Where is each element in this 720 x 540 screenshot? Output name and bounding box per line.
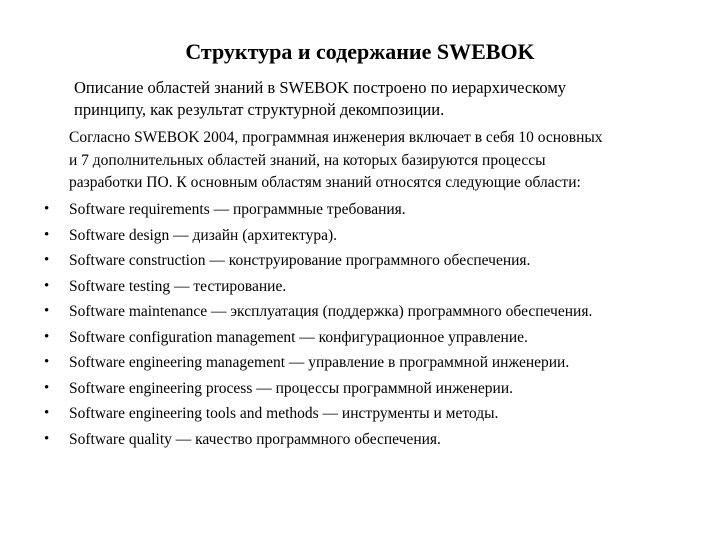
- bullet-icon: •: [44, 303, 50, 319]
- list-item: [44, 325, 704, 351]
- bullet-icon: •: [44, 277, 50, 294]
- lead-line: разработки ПО. К основным областям знаний относятся следующие области:: [69, 174, 581, 191]
- bullet-icon: •: [44, 252, 50, 268]
- lead-line: и 7 дополнительных областей знаний, на которых базируются процессы: [69, 151, 546, 169]
- list-item-text: Software engineering tools and methods — инструменты и методы.: [69, 405, 499, 422]
- slide-title: Структура и содержание SWEBOK: [185, 39, 535, 64]
- list-item: [44, 223, 704, 249]
- list-item: [44, 299, 704, 325]
- bullet-icon: •: [44, 328, 50, 345]
- list-item: [44, 401, 704, 427]
- lead-line: Согласно SWEBOK 2004, программная инженерия включает в себя 10 основных: [69, 129, 603, 146]
- bullet-icon: •: [44, 201, 50, 217]
- intro-line: принципу, как результат структурной декомпозиции.: [74, 100, 445, 119]
- list-item: [44, 274, 704, 300]
- intro-line: Описание областей знаний в SWEBOK построено по иерархическому: [74, 78, 567, 97]
- intro-paragraph: [74, 77, 674, 121]
- knowledge-areas-list: [44, 197, 704, 452]
- list-item-text: Software engineering management — управление в программной инженерии.: [69, 354, 570, 371]
- list-item-text: Software testing — тестирование.: [69, 277, 287, 295]
- list-item-text: Software construction — конструирование программного обеспечения.: [69, 252, 531, 269]
- bullet-icon: •: [44, 226, 50, 243]
- list-item: [44, 427, 704, 453]
- list-item: [44, 248, 704, 274]
- lead-paragraph: [69, 127, 699, 195]
- bullet-icon: •: [44, 379, 50, 396]
- bullet-icon: •: [44, 430, 50, 447]
- bullet-icon: •: [44, 354, 50, 370]
- list-item-text: Software design — дизайн (архитектура).: [69, 226, 337, 244]
- bullet-icon: •: [44, 405, 50, 421]
- list-item-text: Software maintenance — эксплуатация (поддержка) программного обеспечения.: [69, 303, 593, 320]
- list-item-text: Software requirements — программные требования.: [69, 201, 406, 218]
- list-item: [44, 197, 704, 223]
- list-item-text: Software quality — качество программного обеспечения.: [69, 430, 441, 448]
- list-item-text: Software engineering process — процессы программной инженерии.: [69, 379, 513, 397]
- list-item: [44, 350, 704, 376]
- list-item-text: Software configuration management — конфигурационное управление.: [69, 328, 528, 346]
- list-item: [44, 376, 704, 402]
